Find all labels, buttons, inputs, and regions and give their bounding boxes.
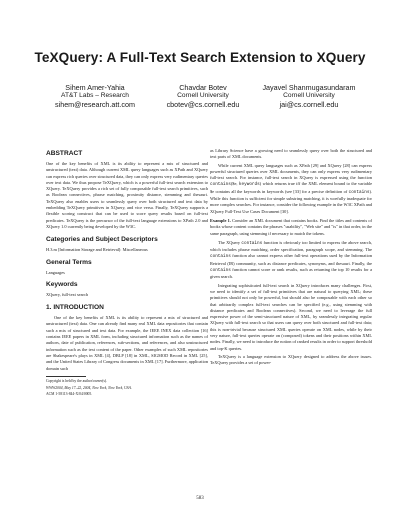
left-column [46, 150, 208, 399]
text-run: function is obviously too limited to express the above search, which includes phrase matching, order specification, paragraph scope, and stemming. The [210, 239, 372, 253]
keywords-heading: Keywords [46, 280, 78, 288]
abstract-text: One of the key benefits of XML is its ability to represent a mix of structured and unstructured (text) data. Although current XML query languages such as XPath and XQuery can express rich queries over structured data, they can only express very rudimentary queries over text data. We thus propose TeXQuery, which is a powerful full-text search extension to XQuery. TeXQuery provides a rich set of fully composable full-text search primitives, such as Boolean connectives, phrase matching, proximity distance, stemming and thesauri. TeXQuery also enables users to seamlessly query over both structured and text data by embedding TeXQuery primitives in XQuery, and vice versa. Finally, TeXQuery supports a flexible scoring construct that can be used to score query results based on full-text predicates. TeXQuery is the precursor of the full-text language extensions to XPath 2.0 and XQuery 1.0 currently being developed by the W3C. [46, 161, 208, 229]
author-affiliation: Cornell University [177, 92, 229, 100]
author-name: Sihem Amer-Yahia [65, 83, 125, 92]
example-label: Example 1. [210, 217, 231, 223]
code-function: contains [210, 268, 231, 274]
author-block [258, 84, 360, 109]
copyright-line: WWW2004, May 17–22, 2004, New York, New York, USA. [46, 385, 132, 390]
text-run: ) which returns true iff the XML element bound to the variable $e contains all the keywords in keywords (see [33] for a precise definition of [210, 181, 372, 194]
abstract-heading: ABSTRACT [46, 150, 83, 157]
author-name: Chavdar Botev [179, 83, 227, 92]
author-affiliation: Cornell University [283, 92, 335, 100]
keywords-text: XQuery, full-text search [46, 291, 89, 297]
code-function: contains [210, 182, 231, 188]
code-function: contains [348, 189, 370, 195]
intro-text: One of the key benefits of XML is its ability to represent a mix of structured and unstructured (text) data. One can already find many real XML data repositories that contain such a mix of structured and text data. For example, the IEEE INEX data collection [16] contains IEEE papers in XML form, including structured information such as the names of authors, date of publication, references, sub-sections, and references, and also unstructured information such as the text content of the paper. Other examples of such XML repositories are Shakespeare's plays in XML [4], DBLP [18] in XML, SIGMOD Record in XML [25], and the United States Library of Congress documents in XML [17]. Furthermore, application domain such [46, 315, 208, 371]
body-paragraph: TeXQuery is a language extension to XQuery designed to address the above issues. TeXQuery provides a set of power- [210, 353, 372, 366]
code-argument: keywords [238, 182, 260, 188]
text-run: function also cannot express other full-text operations used by the Information Retrieval (IR) community, such as distance predicates, synonyms, and thesauri. Finally, the [210, 253, 372, 266]
intro-heading: 1. INTRODUCTION [46, 304, 104, 312]
code-function: contains [210, 254, 231, 260]
example-paragraph [210, 218, 372, 237]
terms-heading: General Terms [46, 258, 92, 266]
categories-heading: Categories and Subject Descriptors [46, 236, 158, 244]
text-run: function cannot score or rank results, such as returning the top 10 results for a given search. [210, 267, 372, 280]
author-email: jai@cs.cornell.edu [279, 99, 339, 109]
author-affiliation: AT&T Labs – Research [61, 92, 129, 100]
copyright-line: ACM 1-58113-844-X/04/0005. [46, 392, 93, 397]
footnote-rule [46, 376, 86, 377]
text-run: While current XML query languages such as XPath [29] and XQuery [28] can express powerful structured queries over XML documents, they can only express very rudimentary full-text search. For instance, full-text search in XQuery is expressed using the function [210, 162, 372, 181]
author-block [40, 84, 150, 109]
author-email: sihem@research.att.com [55, 99, 135, 109]
example-text: Consider an XML document that contains books. Find the titles and contents of books whose content contains the phrases "usability", "Web site" and "is" in that order, in the same paragraph, using stemming if necessary to match the tokens. [210, 217, 372, 236]
categories-text: H.3.m [Information Storage and Retrieval]: Miscellaneous [46, 247, 148, 253]
body-paragraph [210, 240, 372, 281]
paper-title: TeXQuery: A Full-Text Search Extension to XQuery [34, 50, 366, 65]
body-paragraph: Integrating sophisticated full-text search in XQuery introduces many challenges. First, we need to identify a set of full-text primitives that are natural to querying XML; these primitives should not only be powerful, but should also be composable with each other so that arbitrarily complex full-text searches can be specified (e.g., using stemming with distance predicates and Boolean connectives). Second, we need to leverage the full expressive power of the semi-structured nature of XML, by seamlessly integrating regular XQuery with full-text search so that users can query over both structured and full-text data; this is non-trivial because structured XML queries operate on XML nodes, while by their very nature, full-text queries operate on (composed) tokens and their positions within XML nodes. Finally, we need to introduce the notion of ranked results in order to support threshold and top-K queries. [210, 282, 372, 351]
text-run: The XQuery [218, 239, 242, 245]
author-name: Jayavel Shanmugasundaram [262, 83, 356, 92]
text-run: ). While this function is sufficient for simple substring matching, it is woefully inadequate for more complex searches. For instance, consider the following example in the W3C XPath and XQuery Full-Text Use Cases Document [30]. [210, 188, 372, 214]
body-paragraph [210, 163, 372, 215]
author-block [148, 84, 258, 109]
terms-text: Languages [46, 269, 65, 275]
text-run: ($e, [230, 181, 239, 187]
code-function: contains [241, 240, 263, 246]
body-paragraph: as Library Science have a growing need to seamlessly query over both the structured and text parts of XML documents. [210, 148, 372, 160]
copyright-line: Copyright is held by the author/owner(s). [46, 378, 108, 383]
author-email: cbotev@cs.cornell.edu [166, 99, 240, 109]
page-number: 583 [196, 496, 204, 501]
right-column [210, 148, 372, 369]
